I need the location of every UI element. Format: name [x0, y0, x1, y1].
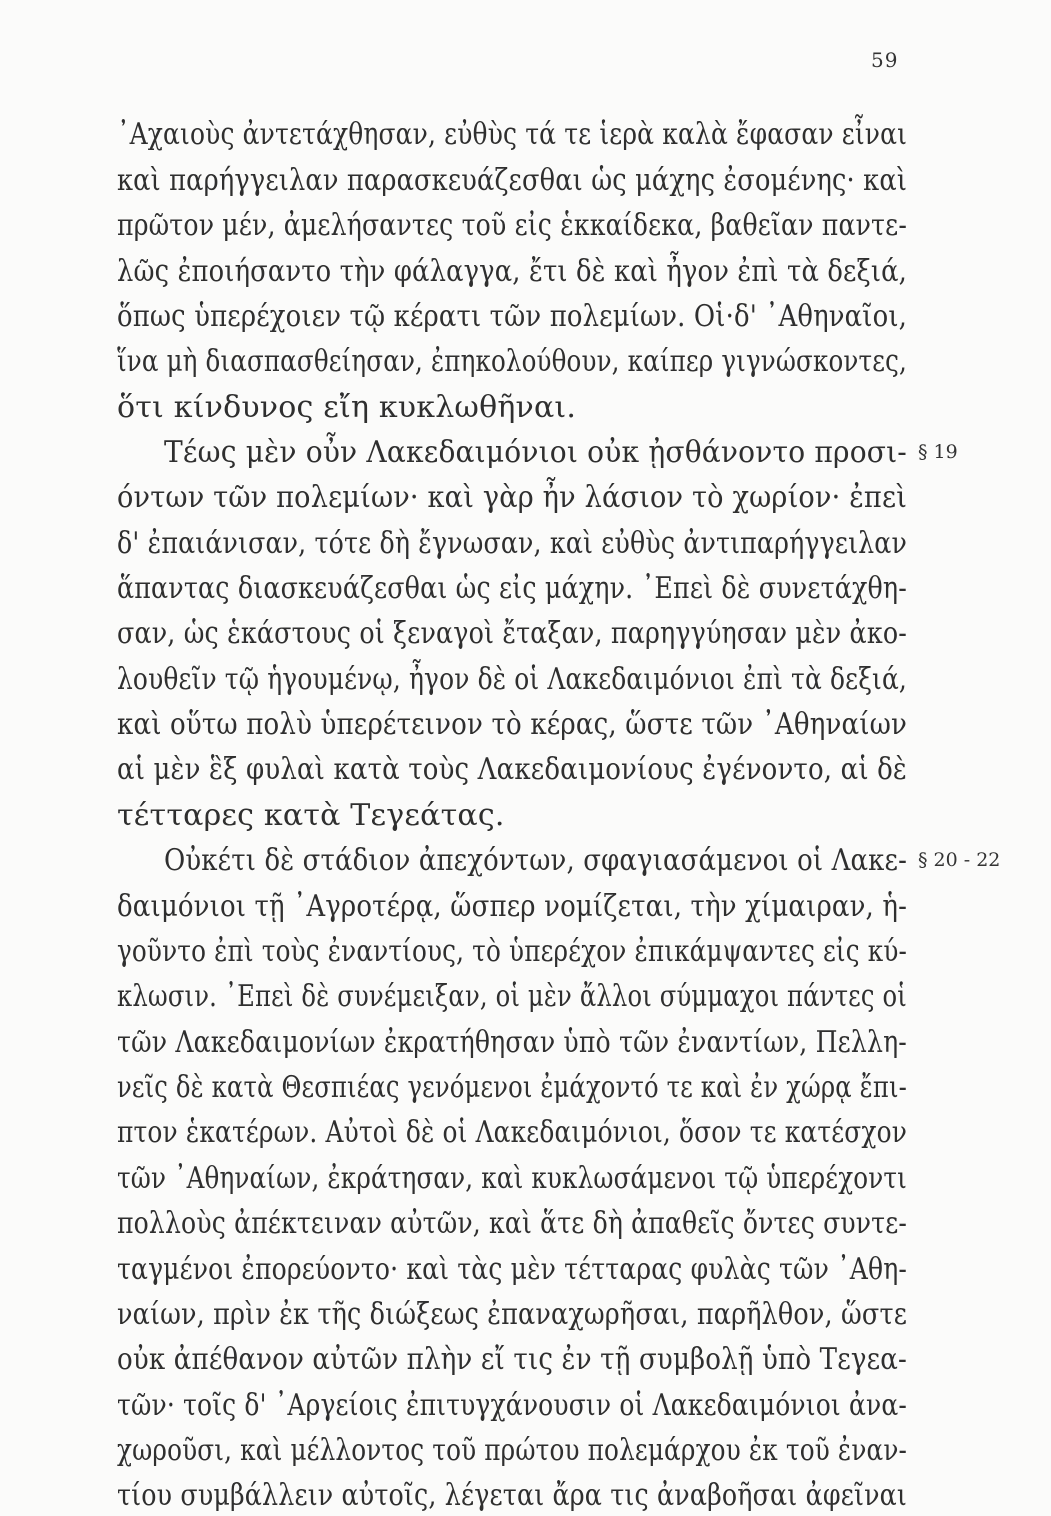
text-line: ναίων, πρὶν ἐκ τῆς διώξεως ἐπαναχωρῆσαι, παρῆλθον, ὥστε: [117, 1297, 908, 1332]
text-line: τῶν· τοῖς δ' ᾿Αργείοις ἐπιτυγχάνουσιν οἱ Λακεδαιμόνιοι ἀνα-: [117, 1388, 907, 1423]
text-line: σαν, ὡς ἑκάστους οἱ ξεναγοὶ ἔταξαν, παρηγγύησαν μὲν ἀκο-: [117, 616, 907, 651]
text-line: οὐκ ἀπέθανον αὐτῶν πλὴν εἴ τις ἐν τῇ συμβολῇ ὑπὸ Τεγεα-: [117, 1342, 908, 1377]
text-line: ἵνα μὴ διασπασθείησαν, ἐπηκολούθουν, καίπερ γιγνώσκοντες,: [117, 344, 907, 379]
text-line: καὶ οὕτω πολὺ ὑπερέτεινον τὸ κέρας, ὥστε τῶν ᾿Αθηναίων: [117, 707, 908, 742]
text-line: ὅπως ὑπερέχοιεν τῷ κέρατι τῶν πολεμίων. Οἱ·δ' ᾿Αθηναῖοι,: [117, 299, 908, 334]
text-line: αἱ μὲν ἓξ φυλαὶ κατὰ τοὺς Λακεδαιμονίους ἐγένοντο, αἱ δὲ: [117, 752, 908, 787]
text-line: πτον ἑκατέρων. Αὐτοὶ δὲ οἱ Λακεδαιμόνιοι, ὅσον τε κατέσχον: [117, 1115, 908, 1150]
text-line: ταγμένοι ἐπορεύοντο· καὶ τὰς μὲν τέτταρας φυλὰς τῶν ᾿Αθη-: [117, 1252, 908, 1287]
text-line: λῶς ἐποιήσαντο τὴν φάλαγγα, ἔτι δὲ καὶ ἦγον ἐπὶ τὰ δεξιά,: [117, 254, 908, 289]
text-line: νεῖς δὲ κατὰ Θεσπιέας γενόμενοι ἐμάχοντό τε καὶ ἐν χώρᾳ ἔπι-: [117, 1070, 907, 1105]
text-line: δαιμόνιοι τῇ ᾿Αγροτέρᾳ, ὥσπερ νομίζεται, τὴν χίμαιραν, ἡ-: [117, 889, 908, 924]
text-line: κλωσιν. ᾿Επεὶ δὲ συνέμειξαν, οἱ μὲν ἄλλοι σύμμαχοι πάντες οἱ: [117, 979, 907, 1014]
text-line: τῶν Λακεδαιμονίων ἐκρατήθησαν ὑπὸ τῶν ἐναντίων, Πελλη-: [117, 1025, 907, 1060]
text-line: Τέως μὲν οὖν Λακεδαιμόνιοι οὐκ ᾐσθάνοντο προσι-: [164, 435, 907, 470]
text-line: γοῦντο ἐπὶ τοὺς ἐναντίους, τὸ ὑπερέχον ἐπικάμψαντες εἰς κύ-: [117, 934, 908, 969]
text-line: τῶν ᾿Αθηναίων, ἐκράτησαν, καὶ κυκλωσάμενοι τῷ ὑπερέχοντι: [117, 1161, 907, 1196]
text-line: πολλοὺς ἀπέκτειναν αὐτῶν, καὶ ἅτε δὴ ἀπαθεῖς ὄντες συντε-: [117, 1206, 908, 1241]
text-line: Οὐκέτι δὲ στάδιον ἀπεχόντων, σφαγιασάμενοι οἱ Λακε-: [164, 843, 908, 878]
text-line: τέτταρες κατὰ Τεγεάτας.: [117, 798, 505, 833]
text-line: καὶ παρήγγειλαν παρασκευάζεσθαι ὡς μάχης ἐσομένης· καὶ: [117, 163, 908, 198]
margin-section-note: § 20 - 22: [918, 849, 1001, 871]
text-line: τίου συμβάλλειν αὐτοῖς, λέγεται ἄρα τις ἀναβοῆσαι ἀφεῖναι: [117, 1478, 907, 1513]
text-line: λουθεῖν τῷ ἡγουμένῳ, ἦγον δὲ οἱ Λακεδαιμόνιοι ἐπὶ τὰ δεξιά,: [117, 662, 908, 697]
text-line: όντων τῶν πολεμίων· καὶ γὰρ ἦν λάσιον τὸ χωρίον· ἐπεὶ: [117, 480, 908, 515]
text-line: πρῶτον μέν, ἀμελήσαντες τοῦ εἰς ἑκκαίδεκα, βαθεῖαν παντε-: [117, 208, 908, 243]
margin-section-note: § 19: [918, 441, 958, 463]
text-line: ἅπαντας διασκευάζεσθαι ὡς εἰς μάχην. ᾿Επεὶ δὲ συνετάχθη-: [117, 571, 907, 606]
page-number: 59: [871, 48, 899, 72]
text-line: ὅτι κίνδυνος εἴη κυκλωθῆναι.: [117, 390, 577, 425]
text-line: ᾿Αχαιοὺς ἀντετάχθησαν, εὐθὺς τά τε ἱερὰ καλὰ ἔφασαν εἶναι: [117, 117, 908, 152]
text-line: δ' ἐπαιάνισαν, τότε δὴ ἔγνωσαν, καὶ εὐθὺς ἀντιπαρήγγειλαν: [117, 526, 907, 561]
text-line: χωροῦσι, καὶ μέλλοντος τοῦ πρώτου πολεμάρχου ἐκ τοῦ ἐναν-: [117, 1433, 908, 1468]
